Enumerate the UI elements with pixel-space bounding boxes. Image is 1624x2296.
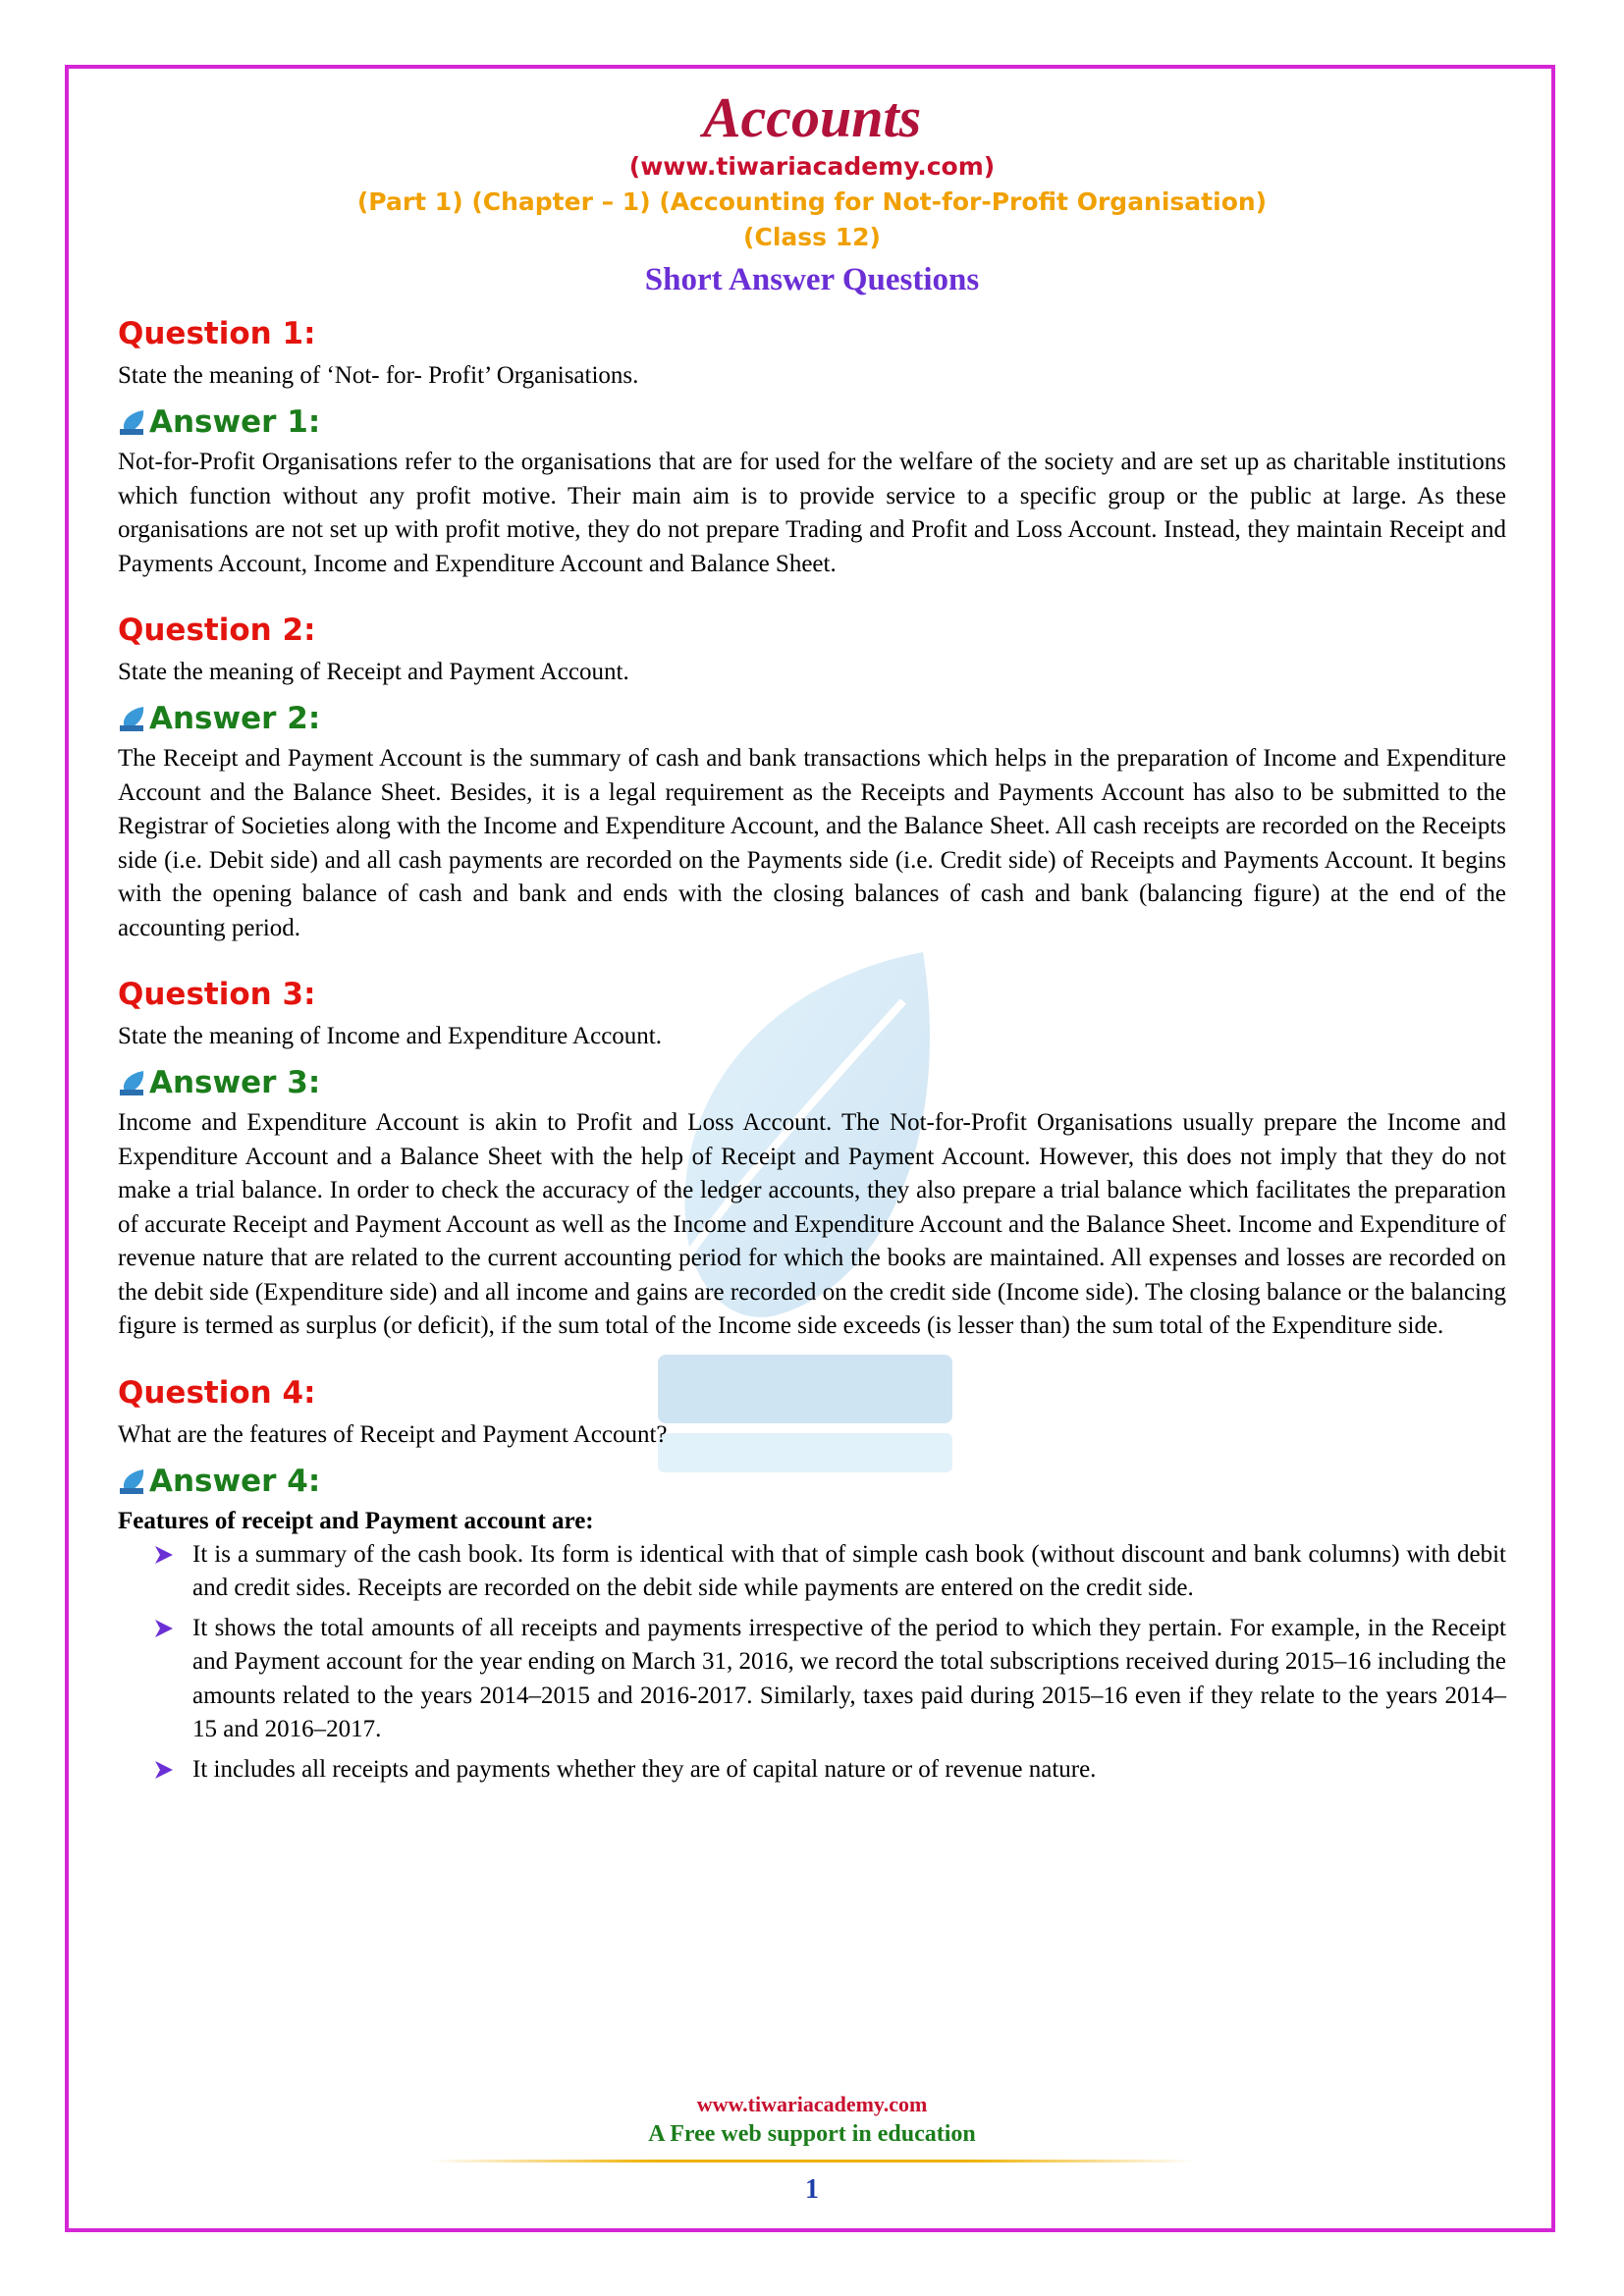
section-title: Short Answer Questions	[644, 262, 980, 297]
chapter-line: (Part 1) (Chapter – 1) (Accounting for Not-for-Profit Organisation)	[356, 187, 1268, 216]
answer-heading	[118, 402, 1506, 442]
footer-link[interactable]: www.tiwariacademy.com	[696, 2092, 928, 2116]
qa-block-4	[118, 1373, 1506, 1788]
feature-text: It shows the total amounts of all receipts and payments irrespective of the period to which they pertain. For example, in the Receipt and Payment account for the year ending on March 31, 2016, we record the total subscriptions received during 2015–16 including the amounts related to the years 2014–2015 and 2016-2017. Similarly, taxes paid during 2015–16 even if they relate to the years 2014–15 and 2016–2017.	[192, 1614, 1506, 1742]
answer-label: Answer 1:	[149, 404, 321, 440]
answer-heading	[118, 1462, 1506, 1501]
footer-divider	[429, 2160, 1195, 2163]
qa-block-2	[118, 611, 1506, 945]
feature-text: It is a summary of the cash book. Its form is identical with that of simple cash book (without discount and bank columns) with debit and credit sides. Receipts are recorded on the debit side while payments are entered on the credit side.	[192, 1540, 1506, 1601]
answer-heading	[118, 699, 1506, 738]
page-footer	[0, 2091, 1624, 2206]
list-item	[153, 1612, 1506, 1747]
document-body	[118, 86, 1506, 1792]
qa-block-3	[118, 975, 1506, 1344]
question-text: State the meaning of ‘Not- for- Profit’ Organisations.	[118, 362, 639, 389]
class-line: (Class 12)	[743, 223, 881, 251]
footer-tagline: A Free web support in education	[648, 2121, 976, 2147]
feature-text: It includes all receipts and payments whether they are of capital nature or of revenue nature.	[192, 1755, 1097, 1783]
features-list	[118, 1538, 1506, 1788]
answer-label: Answer 4:	[149, 1463, 321, 1499]
answer-heading	[118, 1063, 1506, 1102]
qa-block-1	[118, 314, 1506, 581]
question-label: Question 1:	[118, 316, 316, 351]
arrow-bullet-icon	[153, 1618, 175, 1639]
features-heading: Features of receipt and Payment account are:	[118, 1507, 594, 1534]
answer-label: Answer 3:	[149, 1065, 321, 1100]
question-label: Question 2:	[118, 613, 316, 648]
question-label: Question 3:	[118, 977, 316, 1012]
tiwari-logo-icon	[118, 1068, 147, 1097]
question-text: State the meaning of Receipt and Payment Account.	[118, 659, 629, 685]
tiwari-logo-icon	[118, 407, 147, 437]
answer-text: Income and Expenditure Account is akin to Profit and Loss Account. The Not-for-Profit Organisations usually prepare the Income and Expenditure Account and a Balance Sheet with the help of Receipt and Payment Account. However, this does not imply that they do not make a trial balance. In order to check the accuracy of the ledger accounts, they also prepare a trial balance which facilitates the preparation of accurate Receipt and Payment Account as well as the Income and Expenditure Account and the Balance Sheet. Income and Expenditure of revenue nature that are related to the current accounting period for which the books are maintained. All expenses and losses are recorded on the debit side (Expenditure side) and all income and gains are recorded on the credit side (Income side). The closing balance or the balancing figure is termed as surplus (or deficit), if the sum total of the Income side exceeds (is lesser than) the sum total of the Expenditure side.	[118, 1109, 1506, 1339]
list-item	[153, 1753, 1506, 1788]
answer-text: The Receipt and Payment Account is the summary of cash and bank transactions which helps in the preparation of Income and Expenditure Account and the Balance Sheet. Besides, it is a legal requirement as the Receipts and Payments Account has also to be submitted to the Registrar of Societies along with the Income and Expenditure Account, and the Balance Sheet. All cash receipts are recorded on the Receipts side (i.e. Debit side) and all cash payments are recorded on the Payments side (i.e. Credit side) of Receipts and Payments Account. It begins with the opening balance of cash and bank and ends with the closing balances of cash and bank (balancing figure) at the end of the accounting period.	[118, 745, 1506, 941]
question-text: What are the features of Receipt and Payment Account?	[118, 1420, 668, 1448]
question-text: State the meaning of Income and Expenditure Account.	[118, 1023, 662, 1049]
page-number: 1	[805, 2174, 819, 2205]
page-title: Accounts	[702, 85, 922, 149]
list-item	[153, 1538, 1506, 1606]
answer-text: Not-for-Profit Organisations refer to the organisations that are for used for the welfare of the society and are set up as charitable institutions which function without any profit motive. Their main aim is to provide service to a specific group or the public at large. As these organisations are not set up with profit motive, they do not prepare Trading and Profit and Loss Account. Instead, they maintain Receipt and Payments Account, Income and Expenditure Account and Balance Sheet.	[118, 449, 1506, 577]
answer-label: Answer 2:	[149, 701, 321, 736]
arrow-bullet-icon	[153, 1544, 175, 1566]
tiwari-logo-icon	[118, 1467, 147, 1496]
tiwari-logo-icon	[118, 704, 147, 733]
arrow-bullet-icon	[153, 1759, 175, 1781]
site-link[interactable]: (www.tiwariacademy.com)	[628, 152, 996, 181]
question-label: Question 4:	[118, 1374, 316, 1411]
